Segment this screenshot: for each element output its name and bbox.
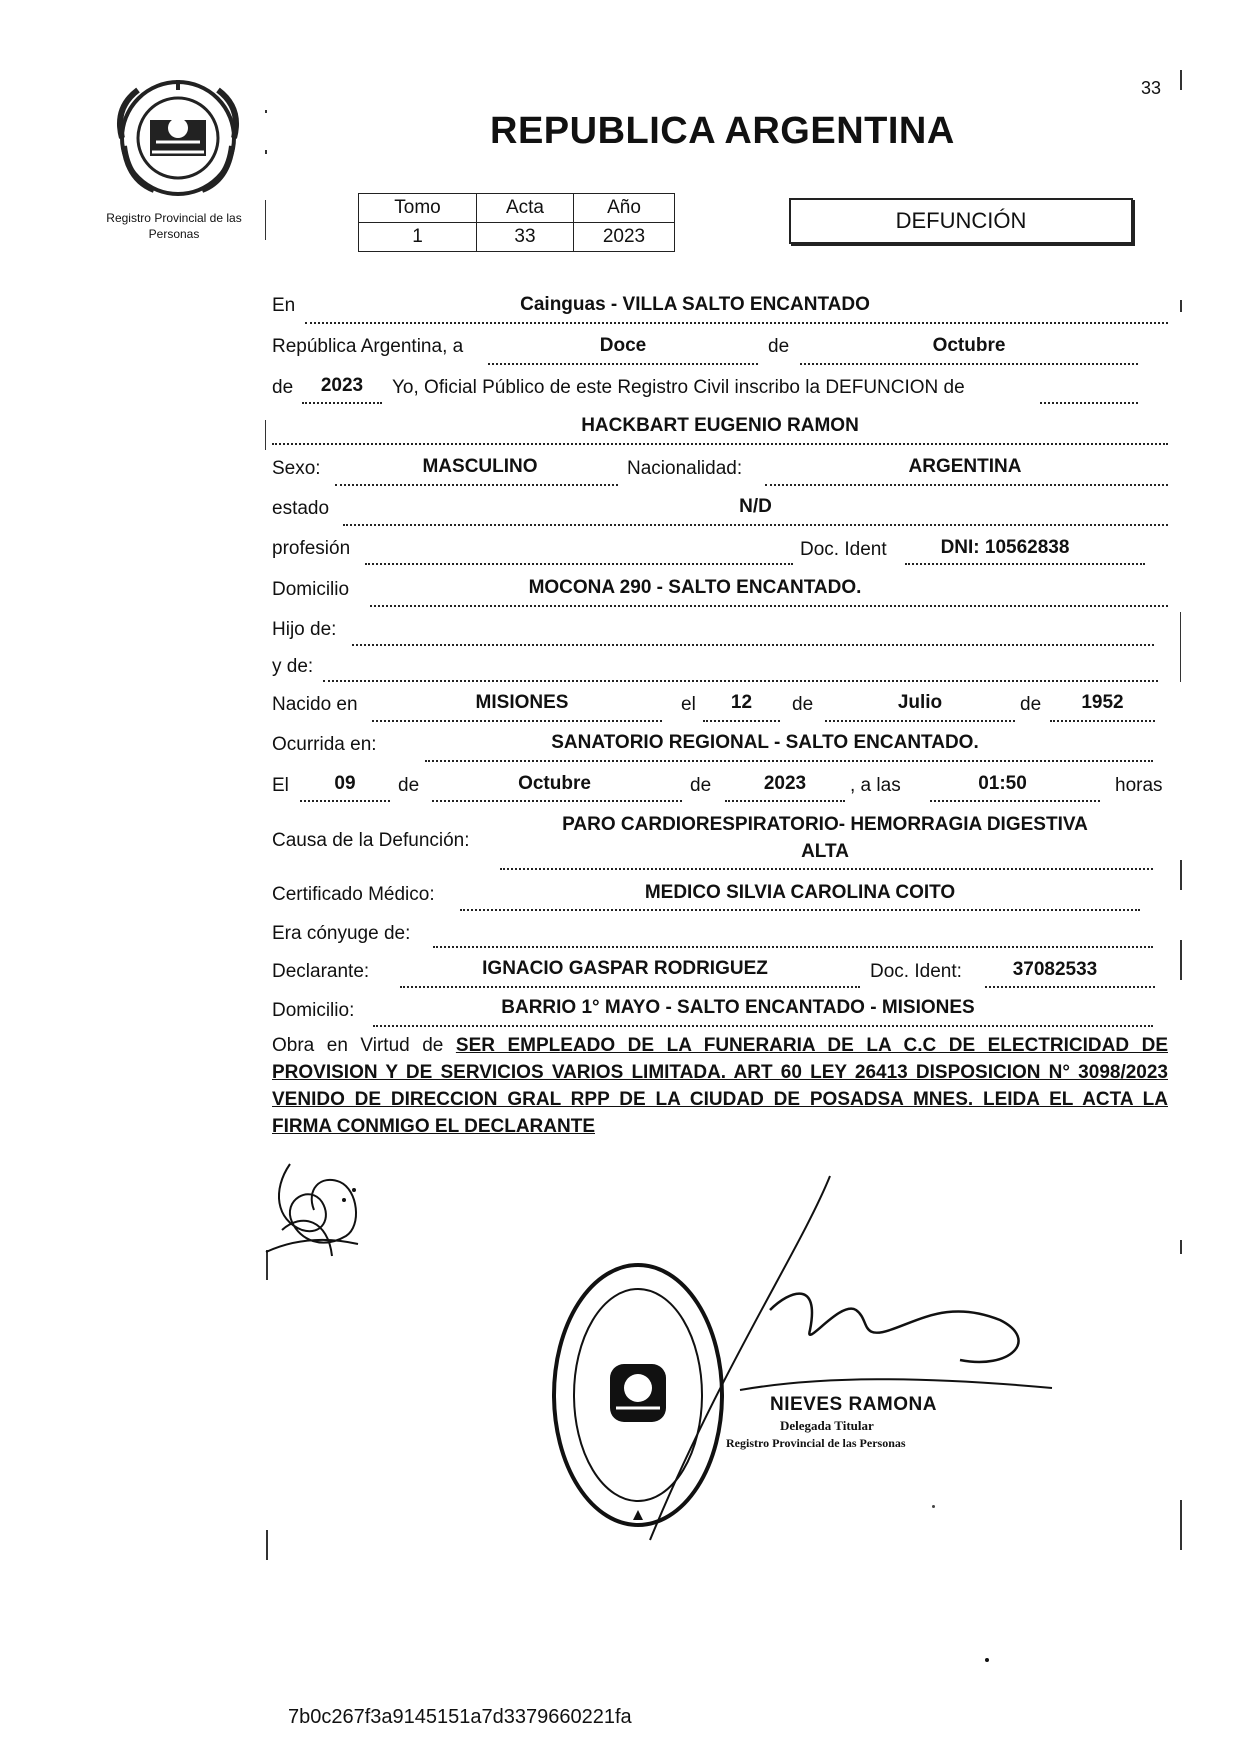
doc-ident-value: DNI: 10562838: [940, 537, 1070, 558]
margin-mark: [265, 200, 266, 240]
nacido-value: MISIONES: [475, 692, 569, 713]
officer-signature-icon: [620, 1170, 1060, 1550]
conyuge-label: Era cónyuge de:: [272, 923, 411, 944]
field-line: [323, 680, 1158, 682]
death-year-value: 2023: [763, 773, 807, 794]
decl-doc-value: 37082533: [1012, 959, 1098, 980]
nacionalidad-value: ARGENTINA: [908, 456, 1022, 477]
death-de-label: de: [398, 775, 420, 796]
field-line: [352, 644, 1154, 646]
obra-text: SER EMPLEADO DE LA FUNERARIA DE LA C.C DE ELECTRICIDAD DE PROVISION Y DE SERVICIOS VARIOS LIMITADA. ART 60 LEY 26413 DISPOSICION N° 3098/2023 VENIDO DE DIRECCION GRAL RPP DE LA CIUDAD DE POSADSA MNES. LEIDA EL ACTA LA FIRMA CONMIGO EL DECLARANTE: [272, 1035, 1168, 1137]
death-month-value: Octubre: [518, 773, 591, 794]
birth-de-label: de: [792, 694, 814, 715]
margin-mark: [265, 150, 267, 154]
acta-header: Acta: [477, 194, 574, 223]
doc-ident-label: Doc. Ident: [800, 539, 887, 560]
field-line: [825, 720, 1015, 722]
field-line: [300, 800, 390, 802]
field-line: [703, 720, 780, 722]
decl-doc-label: Doc. Ident:: [870, 961, 962, 982]
field-line: [400, 986, 860, 988]
day-value: Doce: [599, 335, 647, 356]
tomo-header: Tomo: [359, 194, 477, 223]
domicilio-value: MOCONA 290 - SALTO ENCANTADO.: [528, 577, 862, 598]
field-line: [305, 322, 1168, 324]
field-line: [335, 484, 618, 486]
field-line: [432, 800, 682, 802]
field-line: [425, 760, 1153, 762]
en-label: En: [272, 295, 296, 316]
margin-mark: [1180, 70, 1182, 90]
anio-header: Año: [574, 194, 675, 223]
death-day-value: 09: [334, 773, 356, 794]
margin-mark: [265, 420, 266, 450]
margin-mark: [1180, 1500, 1182, 1550]
field-line: [930, 800, 1100, 802]
field-line: [725, 800, 845, 802]
a-las-label: , a las: [850, 775, 901, 796]
margin-mark: [265, 110, 267, 113]
decl-domicilio-label: Domicilio:: [272, 1000, 355, 1021]
field-line: [500, 868, 1153, 870]
profesion-label: profesión: [272, 538, 351, 559]
officer-org: Registro Provincial de las Personas: [726, 1436, 906, 1450]
birth-de-label: de: [1020, 694, 1042, 715]
field-line: [460, 909, 1140, 911]
birth-day-value: 12: [730, 692, 753, 713]
tomo-value: 1: [359, 223, 477, 252]
margin-mark: [1180, 940, 1182, 980]
sexo-value: MASCULINO: [422, 456, 538, 477]
ink-dot: [985, 1658, 989, 1662]
anio-value: 2023: [574, 223, 675, 252]
field-line: [372, 720, 662, 722]
hijo-label: Hijo de:: [272, 619, 337, 640]
field-line: [343, 524, 1168, 526]
death-de-label: de: [690, 775, 712, 796]
field-line: [433, 946, 1153, 948]
page-number: 33: [1141, 78, 1162, 98]
el-label: el: [681, 694, 696, 715]
nacido-label: Nacido en: [272, 694, 358, 715]
sexo-label: Sexo:: [272, 458, 321, 479]
provincial-seal-icon: [112, 76, 244, 200]
officer-name: NIEVES RAMONA: [770, 1394, 937, 1415]
declarant-signature-icon: [262, 1160, 402, 1260]
field-line: [373, 1025, 1153, 1027]
ocurrida-label: Ocurrida en:: [272, 734, 377, 755]
field-line: [488, 363, 758, 365]
birth-year-value: 1952: [1081, 692, 1124, 713]
horas-label: horas: [1115, 775, 1163, 796]
deceased-name: HACKBART EUGENIO RAMON: [581, 415, 859, 436]
obra-paragraph: [272, 1032, 1168, 1140]
field-line: [1050, 720, 1155, 722]
margin-mark: [1180, 860, 1182, 890]
field-line: [1040, 402, 1138, 404]
registry-caption: Registro Provincial de las Personas: [106, 211, 242, 241]
margin-mark: [1180, 612, 1181, 682]
declarante-value: IGNACIO GASPAR RODRIGUEZ: [482, 958, 768, 979]
acta-value: 33: [477, 223, 574, 252]
margin-mark: [266, 1530, 268, 1560]
field-line: [302, 402, 382, 404]
nacionalidad-label: Nacionalidad:: [627, 458, 743, 479]
year-prefix-label: de: [272, 377, 294, 398]
page-title: REPUBLICA ARGENTINA: [490, 110, 955, 152]
certificado-value: MEDICO SILVIA CAROLINA COITO: [644, 882, 956, 903]
year-value: 2023: [320, 375, 364, 396]
birth-month-value: Julio: [897, 692, 943, 713]
el2-label: El: [272, 775, 289, 796]
death-time-value: 01:50: [978, 773, 1027, 794]
obra-prefix: Obra en Virtud de: [272, 1035, 444, 1056]
republica-label: República Argentina, a: [272, 336, 464, 357]
y-de-label: y de:: [272, 656, 314, 677]
de-label: de: [768, 336, 790, 357]
causa-line1: PARO CARDIORESPIRATORIO- HEMORRAGIA DIGESTIVA: [562, 814, 1088, 835]
estado-value: N/D: [739, 496, 772, 517]
estado-label: estado: [272, 498, 330, 519]
field-line: [905, 563, 1145, 565]
ink-dot: [932, 1505, 935, 1508]
officer-title: Delegada Titular: [780, 1418, 874, 1433]
field-line: [365, 563, 793, 565]
domicilio-label: Domicilio: [272, 579, 350, 600]
field-line: [272, 443, 1168, 445]
place-value: Cainguas - VILLA SALTO ENCANTADO: [520, 294, 870, 315]
decl-domicilio-value: BARRIO 1° MAYO - SALTO ENCANTADO - MISIONES: [501, 997, 975, 1018]
causa-line2: ALTA: [801, 841, 849, 862]
official-text: Yo, Oficial Público de este Registro Civil inscribo la DEFUNCION de: [392, 377, 965, 398]
certificado-label: Certificado Médico:: [272, 884, 435, 905]
causa-label: Causa de la Defunción:: [272, 830, 470, 851]
field-line: [985, 986, 1155, 988]
field-line: [800, 363, 1138, 365]
month-value: Octubre: [932, 335, 1006, 356]
ocurrida-value: SANATORIO REGIONAL - SALTO ENCANTADO.: [551, 732, 979, 753]
record-type-box: DEFUNCIÓN: [789, 198, 1133, 244]
margin-mark: [1180, 1240, 1182, 1254]
field-line: [370, 605, 1168, 607]
field-line: [765, 484, 1168, 486]
document-hash: 7b0c267f3a9145151a7d3379660221fa: [288, 1706, 632, 1728]
declarante-label: Declarante:: [272, 961, 370, 982]
record-table: [358, 193, 675, 252]
margin-mark: [1180, 300, 1182, 312]
